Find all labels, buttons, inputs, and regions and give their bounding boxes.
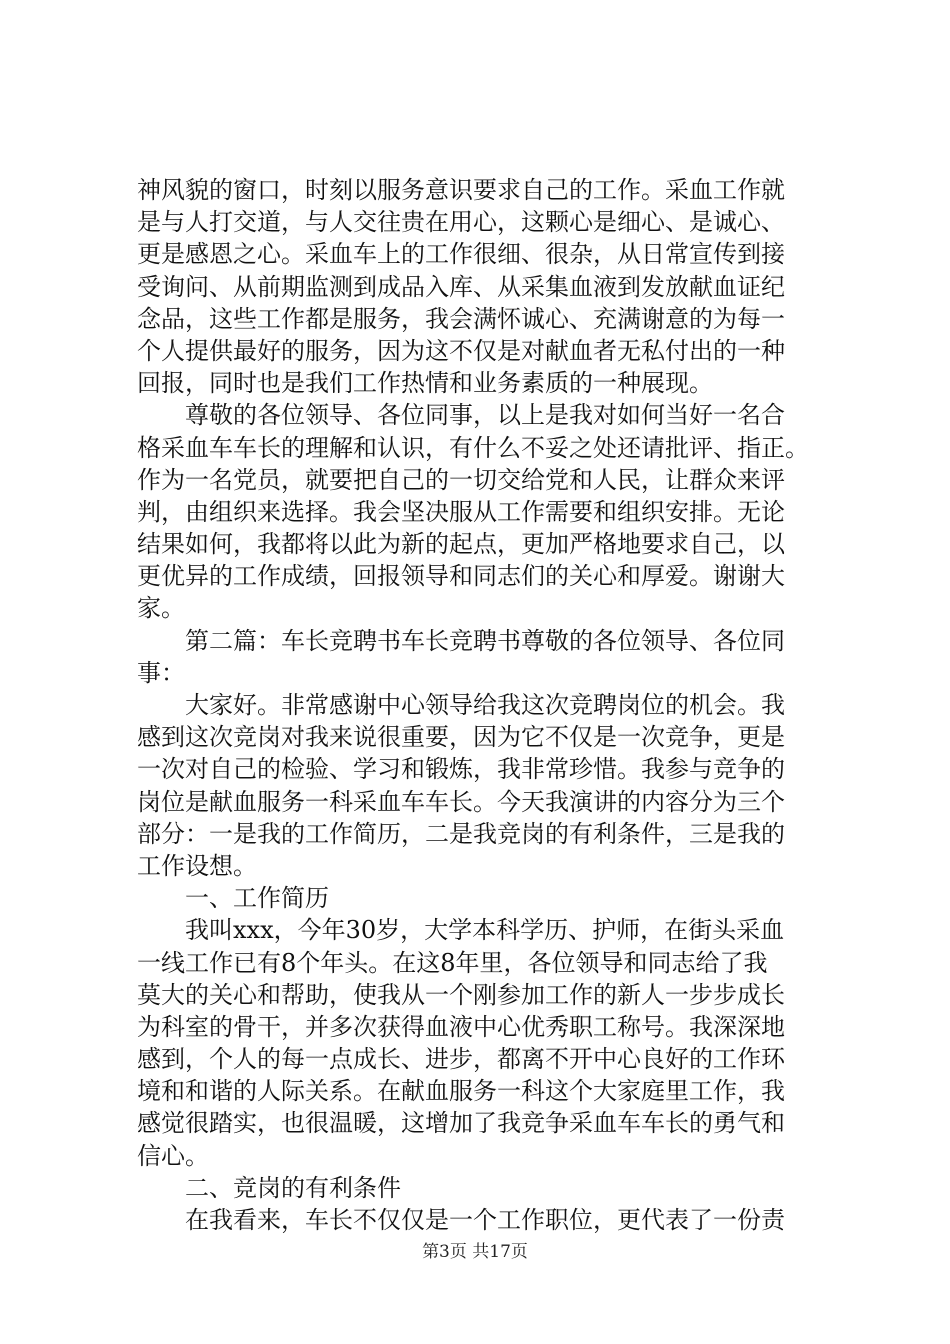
text-line: 一线工作已有8个年头。在这8年里，各位领导和同志给了我 <box>137 948 768 977</box>
text-line: 感到，个人的每一点成长、进步，都离不开中心良好的工作环 <box>137 1045 785 1074</box>
text-line: 个人提供最好的服务，因为这不仅是对献血者无私付出的一种 <box>137 336 785 365</box>
text-line: 感觉很踏实，也很温暖，这增加了我竞争采血车车长的勇气和 <box>137 1109 785 1138</box>
text-line: 我叫xxx，今年30岁，大学本科学历、护师，在街头采血 <box>185 916 785 945</box>
text-line: 工作设想。 <box>137 851 257 880</box>
text-line: 回报，同时也是我们工作热情和业务素质的一种展现。 <box>137 369 713 398</box>
text-line: 为科室的骨干，并多次获得血液中心优秀职工称号。我深深地 <box>137 1012 785 1041</box>
text-line: 判，由组织来选择。我会坚决服从工作需要和组织安排。无论 <box>137 497 785 526</box>
text-line: 结果如何，我都将以此为新的起点，更加严格地要求自己，以 <box>137 530 785 559</box>
text-line: 家。 <box>137 594 185 623</box>
text-line: 岗位是献血服务一科采血车车长。今天我演讲的内容分为三个 <box>137 787 785 816</box>
subsection-heading: 一、工作简历 <box>185 884 329 913</box>
text-line: 尊敬的各位领导、各位同事，以上是我对如何当好一名合 <box>185 401 785 430</box>
text-line: 受询问、从前期监测到成品入库、从采集血液到发放献血证纪 <box>137 272 785 301</box>
text-line: 更是感恩之心。采血车上的工作很细、很杂，从日常宣传到接 <box>137 240 785 269</box>
text-line: 大家好。非常感谢中心领导给我这次竞聘岗位的机会。我 <box>185 691 785 719</box>
text-line: 在我看来，车长不仅仅是一个工作职位，更代表了一份责 <box>185 1206 785 1234</box>
text-line: 念品，这些工作都是服务，我会满怀诚心、充满谢意的为每一 <box>137 304 785 333</box>
subsection-heading: 二、竞岗的有利条件 <box>185 1173 401 1202</box>
text-line: 是与人打交道，与人交往贵在用心，这颗心是细心、是诚心、 <box>137 208 785 237</box>
text-line: 部分：一是我的工作简历，二是我竞岗的有利条件，三是我的 <box>137 819 785 848</box>
body-text <box>137 174 837 1236</box>
text-line: 一次对自己的检验、学习和锻炼，我非常珍惜。我参与竞争的 <box>137 755 785 784</box>
text-line: 格采血车车长的理解和认识，有什么不妥之处还请批评、指正。 <box>137 433 809 462</box>
text-line: 感到这次竞岗对我来说很重要，因为它不仅是一次竞争，更是 <box>137 723 785 752</box>
text-line: 更优异的工作成绩，回报领导和同志们的关心和厚爱。谢谢大 <box>137 562 785 591</box>
text-line: 莫大的关心和帮助，使我从一个刚参加工作的新人一步步成长 <box>137 980 785 1009</box>
text-line: 作为一名党员，就要把自己的一切交给党和人民，让群众来评 <box>137 465 785 494</box>
page-number-footer: 第3页 共17页 <box>422 1242 528 1262</box>
section-heading: 第二篇：车长竞聘书车长竞聘书尊敬的各位领导、各位同 <box>185 626 785 655</box>
text-line: 事： <box>137 658 185 687</box>
text-line: 信心。 <box>137 1141 209 1170</box>
text-line: 神风貌的窗口，时刻以服务意识要求自己的工作。采血工作就 <box>137 176 785 204</box>
text-line: 境和和谐的人际关系。在献血服务一科这个大家庭里工作，我 <box>137 1077 785 1106</box>
